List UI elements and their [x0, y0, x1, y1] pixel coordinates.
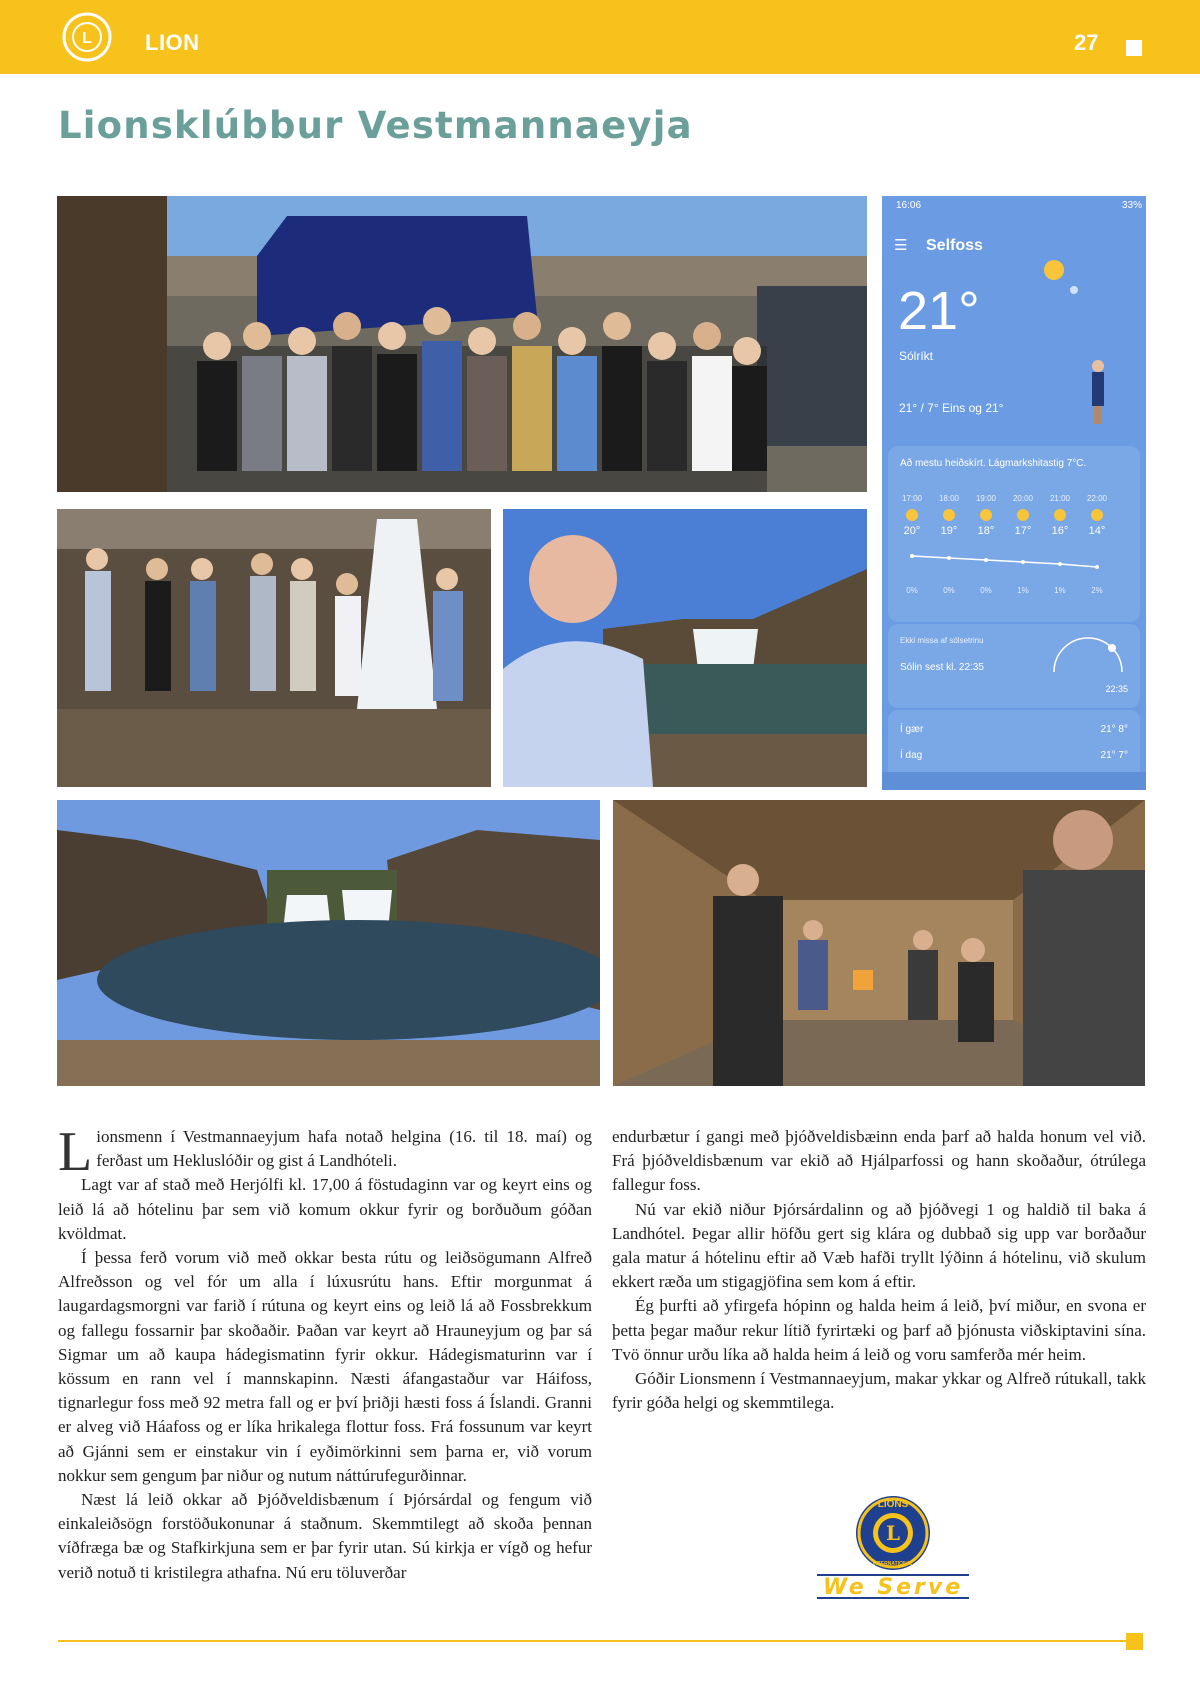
hour-temp: 19° — [940, 525, 958, 537]
rain-chance: 0% — [980, 586, 992, 595]
drop-cap: L — [58, 1121, 93, 1183]
article-paragraph: Lagt var af stað með Herjólfi kl. 17,00 á föstudaginn var og keyrt eins og leið lá að hótelinu þar sem við komum okkur fyrir og borðuðum góðan kvöldmat. — [58, 1175, 592, 1243]
photo-longhouse-interior — [613, 800, 1145, 1086]
hourly-forecast-card — [888, 446, 1140, 622]
sun-icon — [1054, 509, 1066, 521]
article-paragraph: Í þessa ferð vorum við með okkar besta rútu og leiðsögumann Alfreð Alfreðsson og vel fór um alla í lúxusrútu hans. Eftir morgunmat á laugardagsmorgni var farið í rútuna og keyrt eins og leið lá að Fossbrekkum og fallegu fossarnir þar skoðaðir. Þaðan var keyrt að Hrauneyjum og þar sá Sigmar um að kaupa hádegismatinn fyrir okkur. Hádegismaturinn var í kössum en rann vel í mannskapinn. Næsti áfangastaður var Háifoss, tignarlegur foss með 92 metra fall og er því þriðji hæsti foss á Íslandi. Granni er alveg við Háafoss og er líka hrikalega flottur foss. Frá fossunum var keyrt að Gjánni sem er einstakur vin í eyðimörkinni sem þarna er, við vorum nokkur sem gengum þar niður og nutum náttúrufegurðinnar. — [58, 1248, 592, 1485]
photo-group-bus — [57, 196, 867, 492]
weather-range: 21° / 7° Eins og 21° — [899, 401, 1004, 415]
rain-chance: 0% — [943, 586, 955, 595]
hour-label: 22:00 — [1086, 494, 1108, 503]
logo-sub-text: INTERNATIONAL — [872, 1561, 914, 1567]
hour-col — [894, 494, 930, 537]
hour-temp: 16° — [1051, 525, 1069, 537]
sunset-note: Ekki missa af sólsetrinu — [900, 636, 984, 645]
photo-group-waterfall — [57, 509, 491, 787]
lions-we-serve-logo — [813, 1493, 973, 1601]
photo-man-waterfall — [503, 509, 867, 787]
yesterday-label: Í gær — [900, 724, 924, 735]
hour-label: 20:00 — [1012, 494, 1034, 503]
hour-temp: 17° — [1014, 525, 1032, 537]
hour-label: 19:00 — [975, 494, 997, 503]
hour-col — [968, 494, 1004, 537]
svg-text:L: L — [885, 1521, 901, 1545]
yesterday-value: 21° 8° — [1100, 724, 1128, 735]
article-paragraph — [58, 1121, 592, 1183]
hour-col — [1079, 494, 1115, 537]
weather-condition: Sólríkt — [899, 349, 934, 363]
weather-app-screenshot — [882, 196, 1146, 790]
page-number: 27 — [1074, 30, 1099, 55]
article-column-right — [612, 1125, 1146, 1415]
temperature-trend-line — [906, 554, 1126, 574]
logo-motto: We Serve — [822, 1575, 964, 1600]
rain-chance: 1% — [1017, 586, 1029, 595]
weather-city: Selfoss — [926, 237, 983, 254]
article-paragraph: Góðir Lionsmenn í Vestmannaeyjum, makar ykkar og Alfreð rútukall, takk fyrir góða helgi og skemmtilega. — [612, 1369, 1146, 1413]
status-time: 16:06 — [896, 200, 922, 211]
hour-label: 18:00 — [938, 494, 960, 503]
menu-icon: ☰ — [894, 237, 908, 254]
sunset-time: 22:35 — [1105, 684, 1128, 694]
header-square-marker — [1126, 40, 1142, 56]
article-paragraph: endurbætur í gangi með þjóðveldisbæinn enda þarf að halda honum vel við. Frá þjóðveldisbænum var ekið að Hjálparfossi og hann skoðaður, ótrúlega fallegur foss. — [612, 1127, 1146, 1195]
rain-chance: 1% — [1054, 586, 1066, 595]
today-value: 21° 7° — [1100, 750, 1128, 761]
hour-col — [931, 494, 967, 537]
sun-icon — [1017, 509, 1029, 521]
lions-emblem-icon — [62, 12, 112, 62]
photo-canyon-waterfall — [57, 800, 600, 1086]
article-paragraph: Ég þurfti að yfirgefa hópinn og halda heim á leið, því miður, en svona er þetta þegar maður rekur lítið fyrirtæki og þarf að þjónusta viðskiptavini sína. Tvö önnur urðu líka að halda heim á leið og voru samferða mér heim. — [612, 1296, 1146, 1364]
page-title: Lionsklúbbur Vestmannaeyja — [58, 104, 693, 147]
hour-temp: 18° — [977, 525, 995, 537]
sun-icon — [980, 509, 992, 521]
rain-chance: 0% — [906, 586, 918, 595]
battery-level: 33% — [1121, 200, 1142, 211]
hour-temp: 14° — [1088, 525, 1106, 537]
footer-square-marker — [1126, 1633, 1143, 1650]
hour-col — [1042, 494, 1078, 537]
svg-text:L: L — [82, 30, 92, 47]
sunset-card — [888, 624, 1140, 708]
hour-col — [1005, 494, 1041, 537]
footer-rule — [58, 1640, 1126, 1642]
article-column-left — [58, 1121, 592, 1585]
section-label: LION — [145, 30, 200, 55]
weather-temperature: 21° — [898, 281, 980, 341]
sunset-arc-icon — [1048, 632, 1128, 676]
hour-temp: 20° — [903, 525, 921, 537]
rain-chance: 2% — [1091, 586, 1103, 595]
sunset-text: Sólin sest kl. 22:35 — [900, 662, 984, 673]
article-paragraph: Nú var ekið niður Þjórsárdalinn og að þjóðvegi 1 og haldið til baka á Landhótel. Þegar allir höfðu gert sig klára og dubbað sig upp var borðaður gala matur á hótelinu eftir að Væb hafði tryllt lýðinn á hótelinu, við skulum ekkert ræða um stigagjöfina sem kom á eftir. — [612, 1199, 1146, 1292]
article-paragraph-text: ionsmenn í Vestmannaeyjum hafa notað helgina (16. til 18. maí) og ferðast um Hekluslóðir og gist á Landhóteli. — [96, 1127, 592, 1171]
sun-icon — [943, 509, 955, 521]
hour-label: 21:00 — [1049, 494, 1071, 503]
article-paragraph: Næst lá leið okkar að Þjóðveldisbænum í Þjórsárdal og fengum við einkaleiðsögn forstöðukonunar á staðnum. Skemmtilegt að skoða þennan víðfræga bæ og Stafkirkjuna sem er þar fyrir utan. Sú kirkja er vígð og hefur verið notuð ti kristilegra athafna. Nú eru töluverðar — [58, 1490, 592, 1582]
today-label: Í dag — [900, 750, 923, 761]
sun-icon — [1091, 509, 1103, 521]
forecast-summary: Að mestu heiðskírt. Lágmarkshitastig 7°C. — [900, 458, 1087, 469]
hour-label: 17:00 — [901, 494, 923, 503]
sun-icon — [906, 509, 918, 521]
phone-nav-bar — [882, 772, 1146, 790]
page-header — [0, 0, 1200, 74]
logo-ring-text: LIONS — [877, 1499, 909, 1510]
weather-illustration-icon — [1022, 246, 1142, 426]
